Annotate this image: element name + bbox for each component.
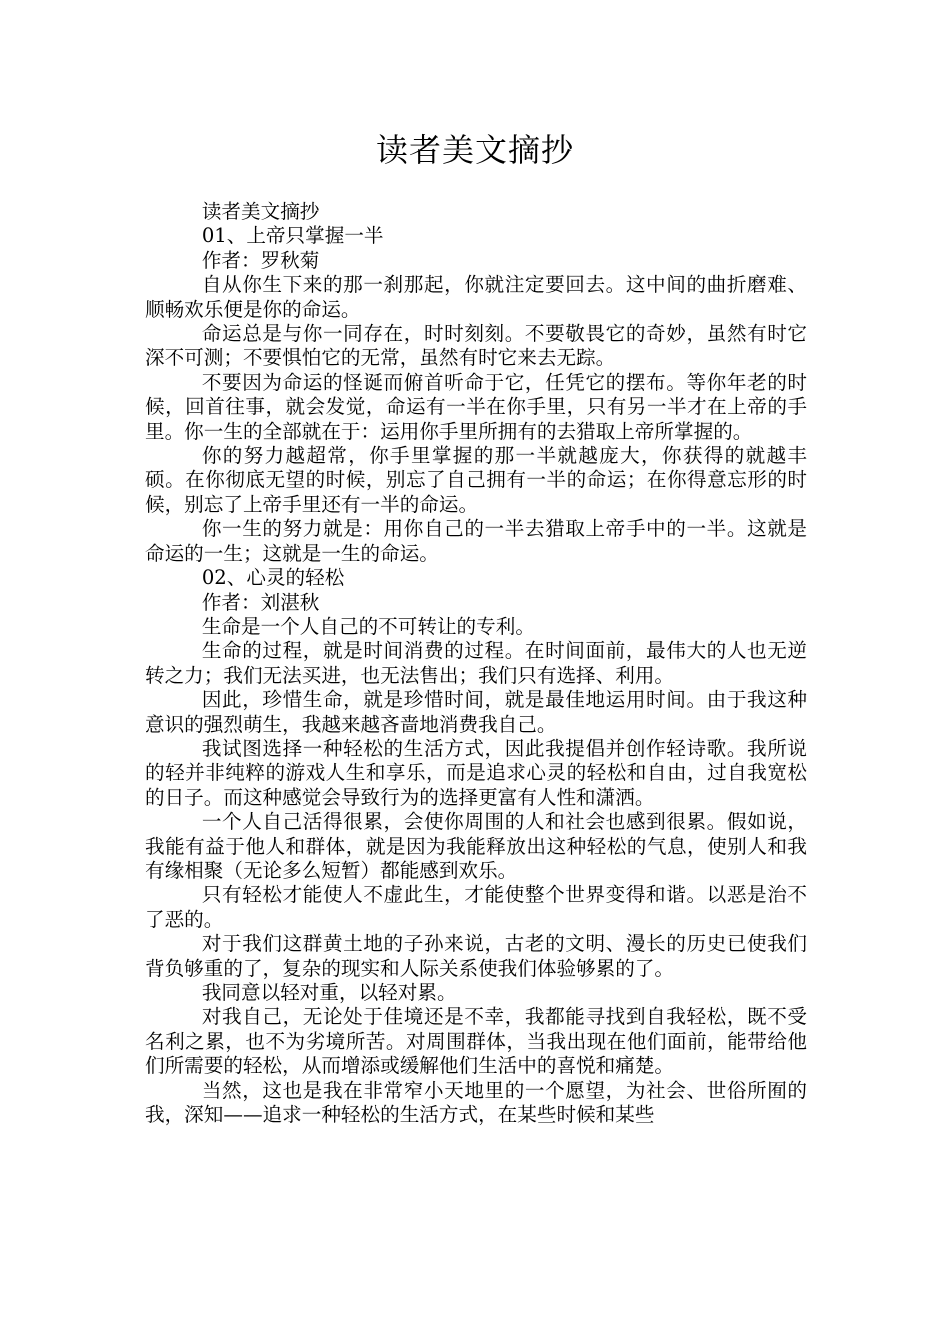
paragraph: 自从你生下来的那一刹那起，你就注定要回去。这中间的曲折磨难、顺畅欢乐便是你的命运。 [145,273,807,321]
document-body [145,200,807,1127]
paragraph: 生命的过程，就是时间消费的过程。在时间面前，最伟大的人也无逆转之力；我们无法买进，也无法售出；我们只有选择、利用。 [145,639,807,687]
paragraph: 只有轻松才能使人不虚此生，才能使整个世界变得和谐。以恶是治不了恶的。 [145,883,807,931]
paragraph: 你的努力越超常，你手里掌握的那一半就越庞大，你获得的就越丰硕。在你彻底无望的时候，别忘了自己拥有一半的命运；在你得意忘形的时候，别忘了上帝手里还有一半的命运。 [145,444,807,516]
paragraph: 对我自己，无论处于佳境还是不幸，我都能寻找到自我轻松，既不受名利之累，也不为劣境所苦。对周围群体，当我出现在他们面前，能带给他们所需要的轻松，从而增添或缓解他们生活中的喜悦和痛楚。 [145,1005,807,1078]
paragraph: 我同意以轻对重，以轻对累。 [201,981,457,1004]
paragraph: 当然，这也是我在非常窄小天地里的一个愿望，为社会、世俗所囿的我，深知——追求一种轻松的生活方式，在某些时候和某些 [145,1078,807,1127]
paragraph: 作者：刘湛秋 [201,590,320,614]
paragraph: 对于我们这群黄土地的子孙来说，古老的文明、漫长的历史已使我们背负够重的了，复杂的现实和人际关系使我们体验够累的了。 [145,932,807,980]
paragraph: 02、心灵的轻松 [201,566,345,590]
paragraph: 生命是一个人自己的不可转让的专利。 [201,614,535,638]
paragraph: 读者美文摘抄 [201,200,320,223]
paragraph: 命运总是与你一同存在，时时刻刻。不要敬畏它的奇妙，虽然有时它深不可测；不要惧怕它的无常，虽然有时它来去无踪。 [145,322,807,370]
paragraph: 不要因为命运的怪诞而俯首听命于它，任凭它的摆布。等你年老的时候，回首往事，就会发觉，命运有一半在你手里，只有另一半才在上帝的手里。你一生的全部就在于：运用你手里所拥有的去猎取上帝所掌握的。 [145,370,807,443]
paragraph: 你一生的努力就是：用你自己的一半去猎取上帝手中的一半。这就是命运的一生；这就是一生的命运。 [145,517,807,565]
paragraph: 我试图选择一种轻松的生活方式，因此我提倡并创作轻诗歌。我所说的轻并非纯粹的游戏人生和享乐，而是追求心灵的轻松和自由，过自我宽松的日子。而这种感觉会导致行为的选择更富有人性和潇洒。 [145,736,807,809]
paragraph: 一个人自己活得很累，会使你周围的人和社会也感到很累。假如说，我能有益于他人和群体，就是因为我能释放出这种轻松的气息，使别人和我有缘相聚（无论多么短暂）都能感到欢乐。 [145,810,807,882]
document-title: 读者美文摘抄 [375,131,574,169]
paragraph: 作者：罗秋菊 [201,248,320,272]
paragraph: 因此，珍惜生命，就是珍惜时间，就是最佳地运用时间。由于我这种意识的强烈萌生，我越来越吝啬地消费我自己。 [145,688,807,736]
paragraph: 01、上帝只掌握一半 [201,224,384,248]
